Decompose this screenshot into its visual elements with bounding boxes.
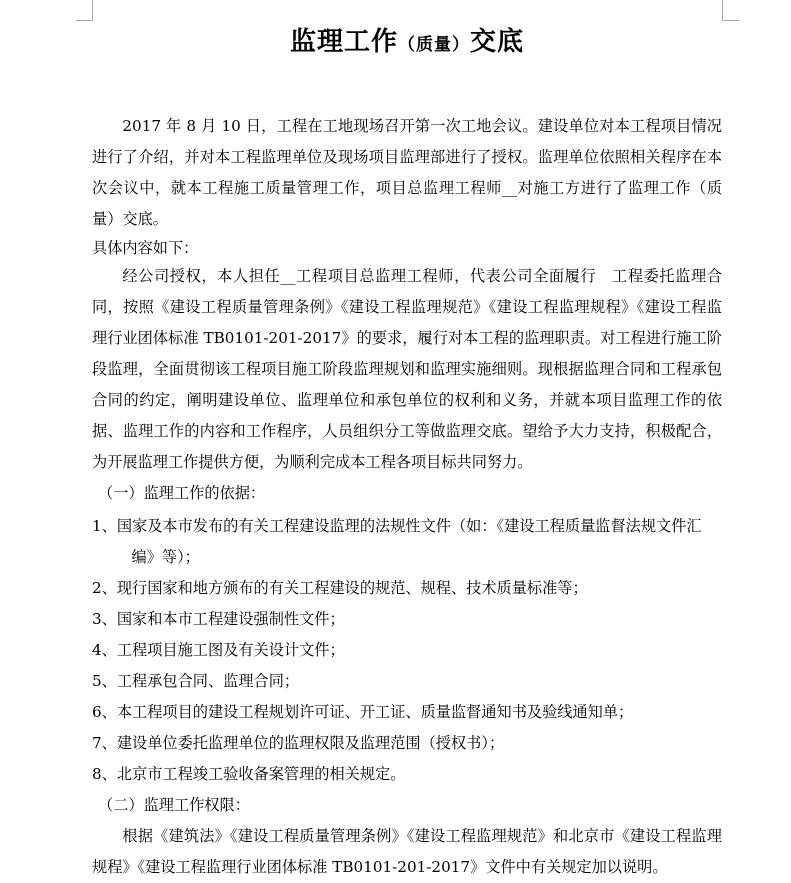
authority-paragraph: 根据《建筑法》《建设工程质量管理条例》《建设工程监理规范》和北京市《建设工程监理规程》《建设工程监理行业团体标准 TB0101-201-2017》文件中有关规定加以说明。: [92, 827, 722, 876]
content-lead: 具体内容如下：: [92, 239, 199, 257]
section-basis-heading: （一）监理工作的依据：: [98, 484, 266, 502]
list-item: 7、建设单位委托监理单位的监理权限及监理范围（授权书）；: [92, 734, 505, 752]
page-corner-mark-left: [76, 0, 93, 21]
document-page: [92, 18, 722, 883]
list-item: 8、北京市工程竣工验收备案管理的相关规定。: [92, 765, 406, 783]
list-item: 5、工程承包合同、监理合同；: [92, 672, 300, 690]
intro-paragraph: 2017 年 8 月 10 日，工程在工地现场召开第一次工地会议。建设单位对本工程项目情况进行了介绍，并对本工程监理单位及现场项目监理部进行了授权。监理单位依照相关程序在本次会议中，就本工程施工质量管理工作，项目总监理工程师__对施工方进行了监理工作（质量）交底。: [92, 117, 722, 228]
list-item: 3、国家和本市工程建设强制性文件；: [92, 610, 345, 628]
document-title: [92, 22, 722, 65]
list-item: 1、国家及本市发布的有关工程建设监理的法规性文件（如：《建设工程质量监督法规文件汇编》等）；: [92, 517, 702, 566]
title-small: （质量）: [398, 35, 470, 55]
list-item: 4、工程项目施工图及有关设计文件；: [92, 641, 345, 659]
authorization-paragraph: 经公司授权，本人担任__工程项目总监理工程师，代表公司全面履行 工程委托监理合同，按照《建设工程质量管理条例》《建设工程监理规范》《建设工程监理规程》《建设工程监理行业团体标准 TB0101-201-2017》的要求，履行对本工程的监理职责。对工程进行施工阶段监理，全面贯彻该工程项目施工阶段监理规划和监理实施细则。现根据监理合同和工程承包合同的约定，阐明建设单位、监理单位和承包单位的权利和义务，并就本项目监理工作的依据、监理工作的内容和工作程序，人员组织分工等做监理交底。望给予大力支持，积极配合，为开展监理工作提供方便，为顺利完成本工程各项目标共同努力。: [92, 267, 722, 471]
section-authority-heading: （二）监理工作权限：: [98, 796, 250, 814]
page-corner-mark-right: [722, 0, 739, 21]
list-item: 6、本工程项目的建设工程规划许可证、开工证、质量监督通知书及验线通知单；: [92, 703, 634, 721]
list-item: 2、现行国家和地方颁布的有关工程建设的规范、规程、技术质量标准等；: [92, 579, 588, 597]
title-tail: 交底: [470, 27, 525, 57]
title-main: 监理工作: [289, 27, 398, 57]
